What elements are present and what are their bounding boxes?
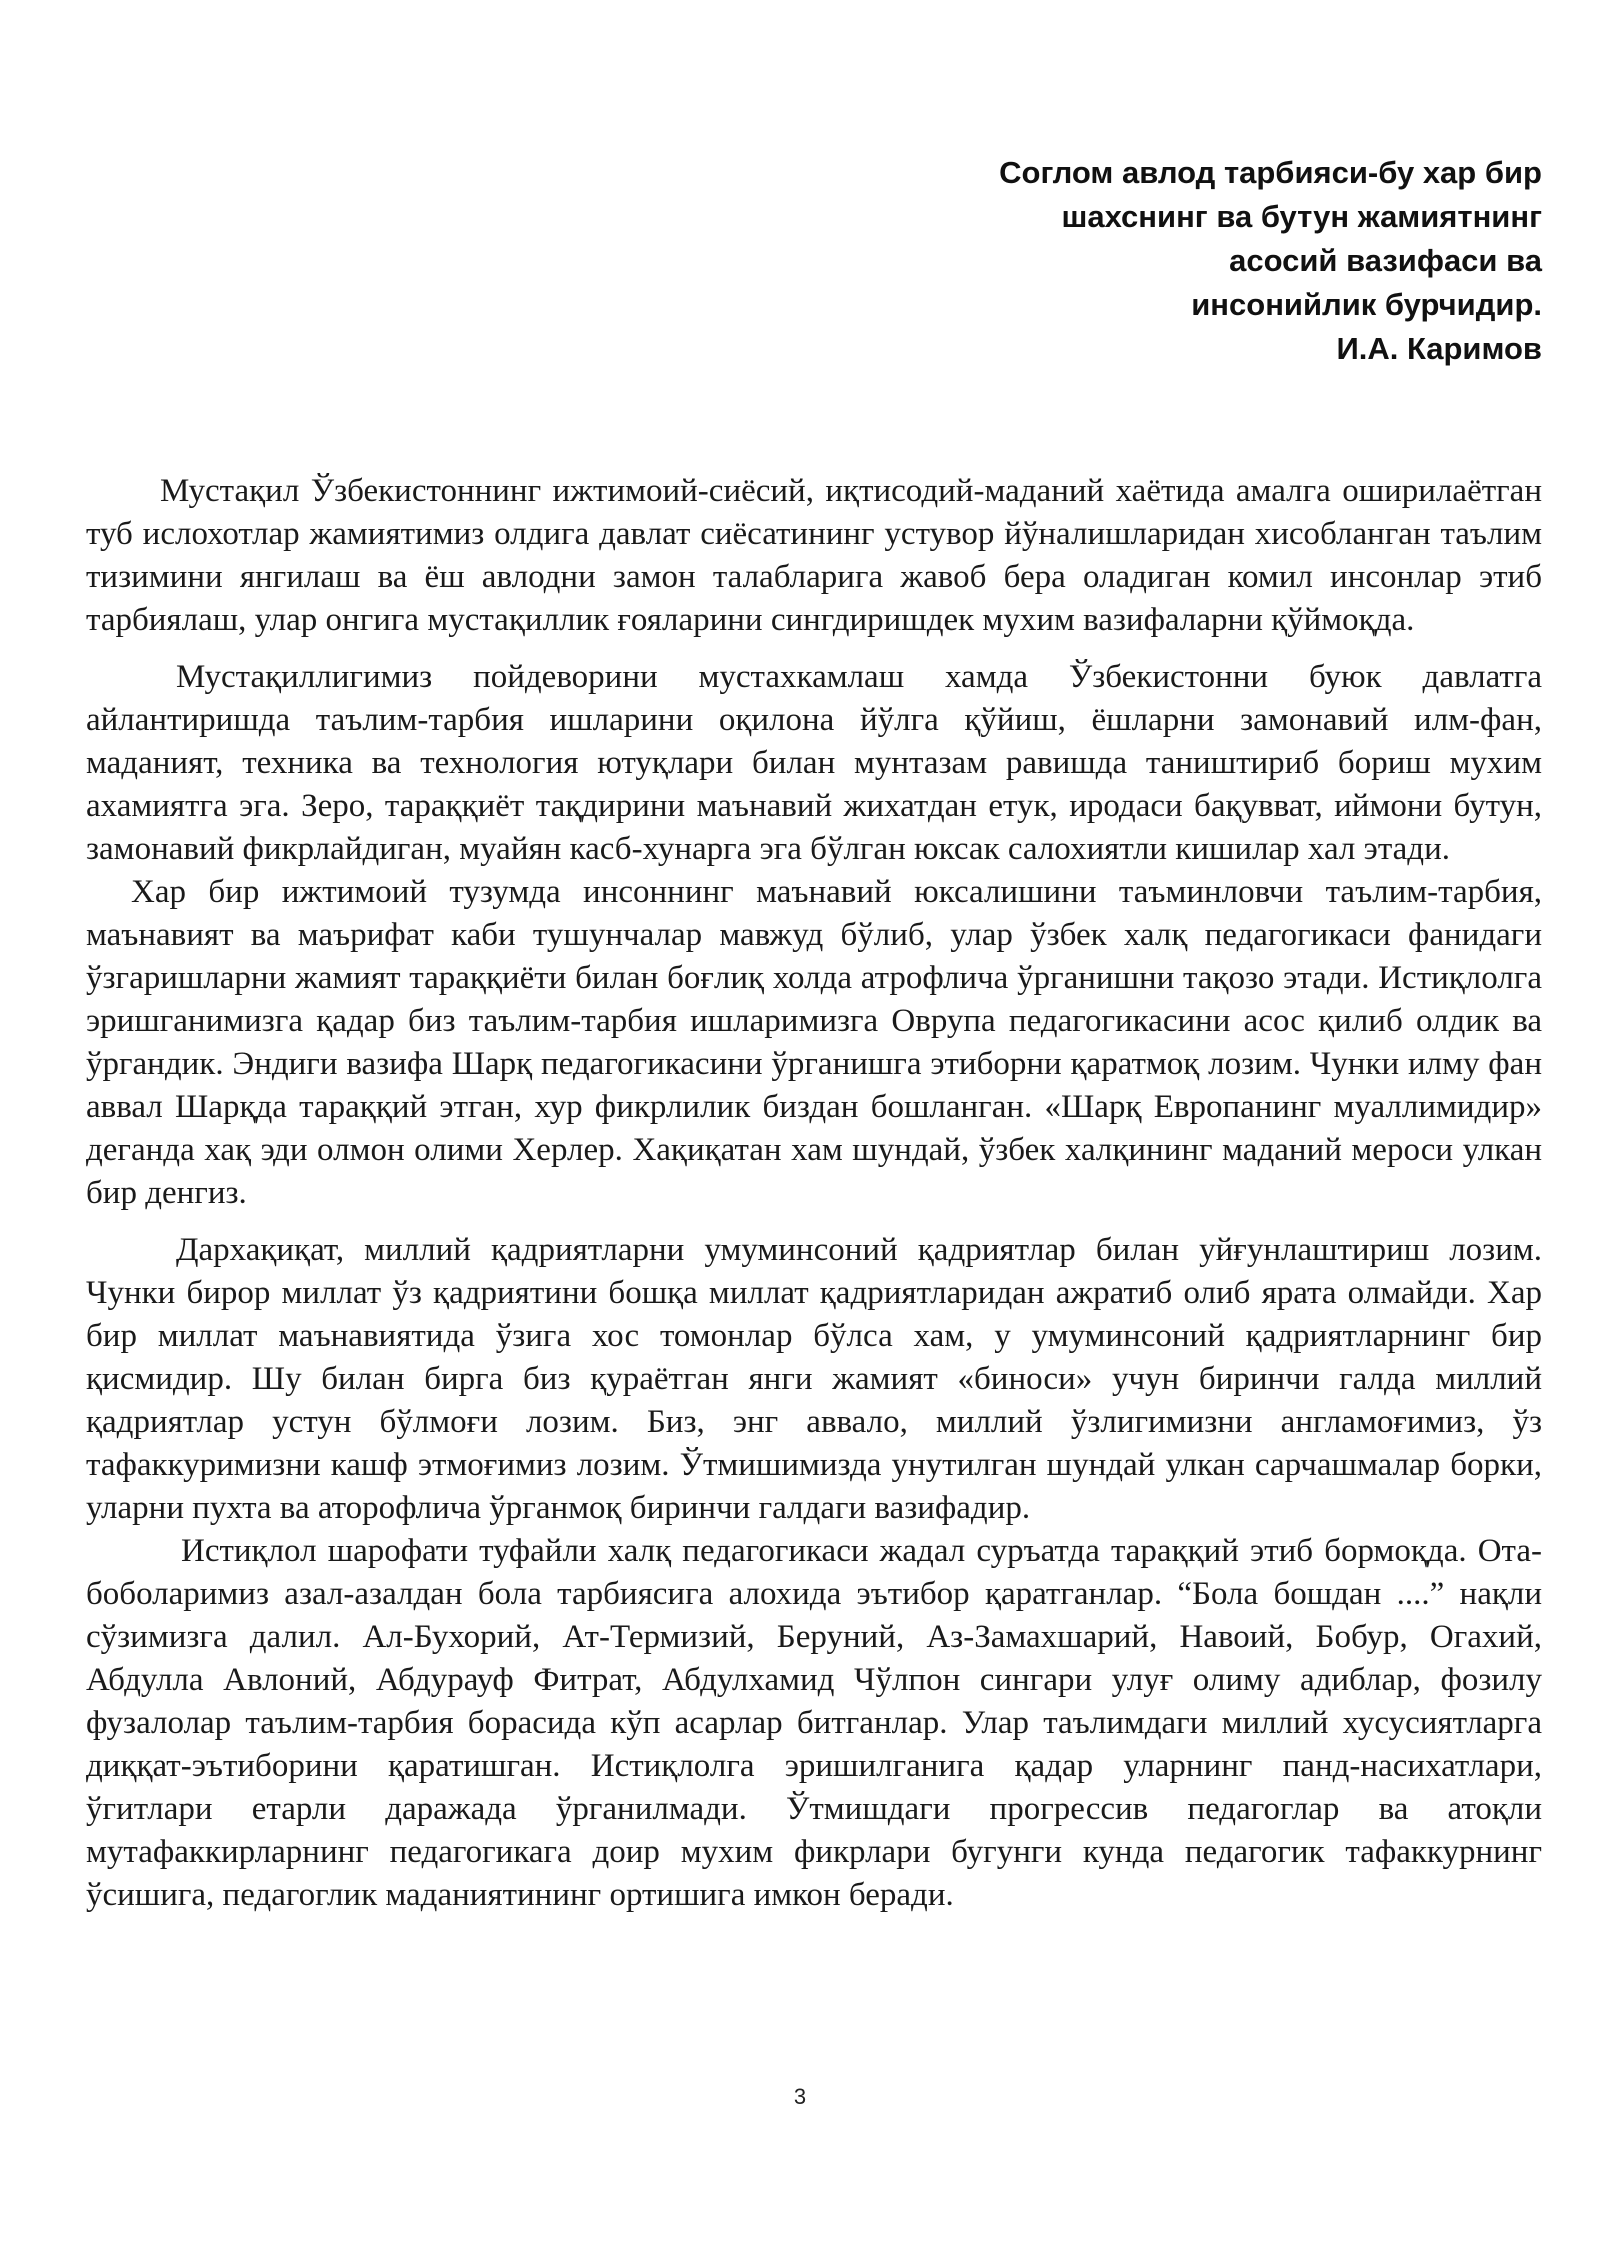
epigraph <box>800 151 1542 371</box>
epigraph-line: инсонийлик бурчидир. <box>1191 287 1542 322</box>
page-number: 3 <box>793 2084 807 2109</box>
document-body <box>86 470 1542 1917</box>
paragraph-3: Хар бир ижтимоий тузумда инсоннинг маънавий юксалишини таъминловчи таълим-тарбия, маънавият ва маърифат каби тушунчалар мавжуд бўлиб, улар ўзбек халқ педагогикаси фанидаги ўзгаришларни жамият тараққиёти билан боғлиқ холда атрофлича ўрганишни тақозо этади. Истиқлолга эришганимизга қадар биз таълим-тарбия ишларимизга Оврупа педагогикасини асос қилиб олдик ва ўргандик. Эндиги вазифа Шарқ педагогикасини ўрганишга этиборни қаратмоқ лозим. Чунки илму фан аввал Шарқда тараққий этган, хур фикрлилик биздан бошланган. «Шарқ Европанинг муаллимидир» деганда хақ эди олмон олими Херлер. Хақиқатан хам шундай, ўзбек халқининг маданий мероси улкан бир денгиз. <box>86 874 1542 1211</box>
paragraph-5: Истиқлол шарофати туфайли халқ педагогикаси жадал суръатда тараққий этиб бормоқда. Ота-боболаримиз азал-азалдан бола тарбиясига алохида эътибор қаратганлар. “Бола бошдан ....” нақли сўзимизга далил. Ал-Бухорий, Ат-Термизий, Беруний, Аз-Замахшарий, Навоий, Бобур, Огахий, Абдулла Авлоний, Абдурауф Фитрат, Абдулхамид Чўлпон сингари улуғ олиму адиблар, фозилу фузалолар таълим-тарбия борасида кўп асарлар битганлар. Улар таълимдаги миллий хусусиятларга диққат-эътиборини қаратишган. Истиқлолга эришилганига қадар уларнинг панд-насихатлари, ўгитлари етарли даражада ўрганилмади. Ўтмишдаги прогрессив педагоглар ва атоқли мутафаккирларнинг педагогикага доир мухим фикрлари бугунги кунда педагогик тафаккурнинг ўсишига, педагоглик маданиятининг ортишига имкон беради. <box>86 1533 1542 1913</box>
epigraph-line: асосий вазифаси ва <box>1229 243 1542 278</box>
epigraph-author: И.А. Каримов <box>1336 331 1542 366</box>
paragraph-4: Дархақиқат, миллий қадриятларни умуминсоний қадриятлар билан уйғунлаштириш лозим. Чунки бирор миллат ўз қадриятини бошқа миллат қадриятларидан ажратиб олиб ярата олмайди. Хар бир миллат маънавиятида ўзига хос томонлар бўлса хам, у умуминсоний қадриятларнинг бир қисмидир. Шу билан бирга биз қураётган янги жамият «биноси» учун биринчи галда миллий қадриятлар устун бўлмоғи лозим. Биз, энг аввало, миллий ўзлигимизни англамоғимиз, ўз тафаккуримизни кашф этмоғимиз лозим. Ўтмишимизда унутилган шундай улкан сарчашмалар борки, уларни пухта ва аторофлича ўрганмоқ биринчи галдаги вазифадир. <box>86 1232 1542 1526</box>
epigraph-line: шахснинг ва бутун жамиятнинг <box>1061 199 1542 234</box>
epigraph-line: Соглом авлод тарбияси-бу хар бир <box>999 155 1542 190</box>
paragraph-2: Мустақиллигимиз пойдеворини мустахкамлаш хамда Ўзбекистонни буюк давлатга айлантиришда таълим-тарбия ишларини оқилона йўлга қўйиш, ёшларни замонавий илм-фан, маданият, техника ва технология ютуқлари билан мунтазам равишда таништириб бориш мухим ахамиятга эга. Зеро, тараққиёт тақдирини маънавий жихатдан етук, иродаси бақувват, иймони бутун, замонавий фикрлайдиган, муайян касб-хунарга эга бўлган юксак салохиятли кишилар хал этади. <box>86 659 1542 867</box>
paragraph-1: Мустақил Ўзбекистоннинг ижтимоий-сиёсий, иқтисодий-маданий хаётида амалга оширилаётган туб ислохотлар жамиятимиз олдига давлат сиёсатининг устувор йўналишларидан хисобланган таълим тизимини янгилаш ва ёш авлодни замон талабларига жавоб бера оладиган комил инсонлар этиб тарбиялаш, улар онгига мустақиллик ғояларини сингдиришдек мухим вазифаларни қўймоқда. <box>86 473 1542 638</box>
